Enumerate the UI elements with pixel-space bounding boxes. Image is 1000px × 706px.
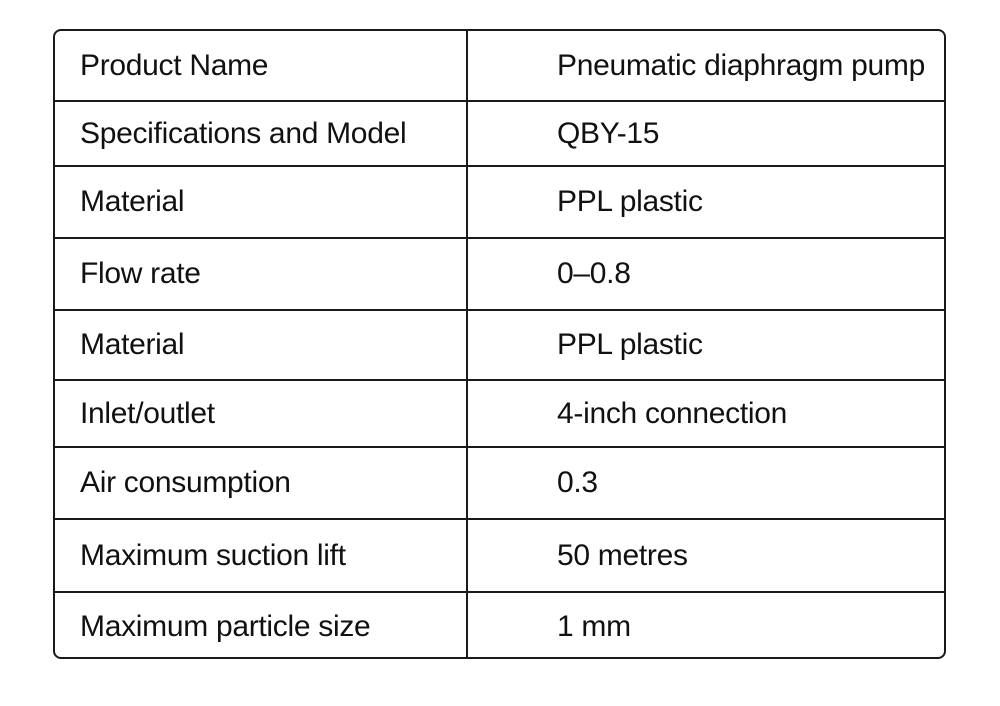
row-label: Inlet/outlet: [55, 380, 467, 447]
table-row: [55, 31, 944, 101]
table-row: [55, 166, 944, 238]
row-label: Air consumption: [55, 447, 467, 519]
table-row: [55, 519, 944, 592]
row-value: Pneumatic diaphragm pump: [467, 31, 944, 101]
row-value: 0–0.8: [467, 238, 944, 310]
row-value: PPL plastic: [467, 166, 944, 238]
row-value: 0.3: [467, 447, 944, 519]
table-row: [55, 380, 944, 447]
spec-table-container: [53, 29, 946, 659]
row-label: Material: [55, 166, 467, 238]
row-value: QBY-15: [467, 101, 944, 166]
table-row: [55, 310, 944, 380]
row-label: Maximum suction lift: [55, 519, 467, 592]
table-row: [55, 592, 944, 659]
table-row: [55, 447, 944, 519]
row-label: Product Name: [55, 31, 467, 101]
row-label: Maximum particle size: [55, 592, 467, 659]
row-label: Material: [55, 310, 467, 380]
row-value: PPL plastic: [467, 310, 944, 380]
table-row: [55, 101, 944, 166]
row-value: 4-inch connection: [467, 380, 944, 447]
row-value: 1 mm: [557, 610, 631, 643]
row-label: Specifications and Model: [55, 101, 467, 166]
row-value: 50 metres: [467, 519, 944, 592]
row-label: Flow rate: [55, 238, 467, 310]
spec-table: [55, 31, 944, 659]
table-row: [55, 238, 944, 310]
